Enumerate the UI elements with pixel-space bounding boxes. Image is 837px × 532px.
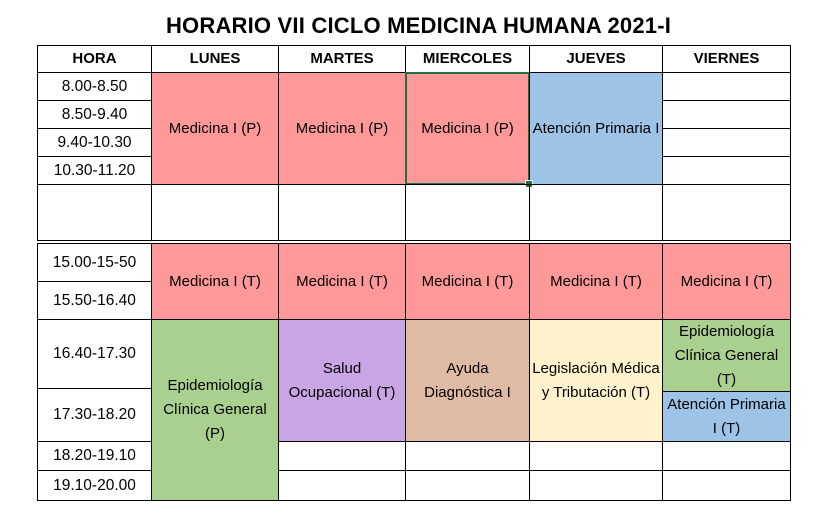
header-viernes: VIERNES [662, 45, 791, 73]
course-jueves-medicina-t[interactable]: Medicina I (T) [529, 243, 663, 320]
time-cell[interactable]: 18.20-19.10 [37, 441, 152, 471]
empty-cell[interactable] [405, 441, 530, 471]
time-cell[interactable]: 17.30-18.20 [37, 388, 152, 442]
empty-cell[interactable] [529, 470, 663, 501]
course-miercoles-medicina-t[interactable]: Medicina I (T) [405, 243, 530, 320]
header-jueves: JUEVES [529, 45, 663, 73]
course-miercoles-ayuda-diagnostica[interactable]: Ayuda Diagnóstica I [405, 319, 530, 442]
header-martes: MARTES [278, 45, 406, 73]
empty-cell[interactable] [278, 184, 406, 241]
time-cell[interactable]: 15.50-16.40 [37, 281, 152, 320]
time-cell[interactable] [37, 184, 152, 241]
time-cell[interactable]: 16.40-17.30 [37, 319, 152, 389]
header-lunes: LUNES [151, 45, 279, 73]
empty-cell[interactable] [662, 184, 791, 241]
course-martes-salud-ocupacional[interactable]: Salud Ocupacional (T) [278, 319, 406, 442]
empty-cell[interactable] [405, 184, 530, 241]
course-martes-medicina-p[interactable]: Medicina I (P) [278, 72, 406, 185]
time-cell[interactable]: 8.50-9.40 [37, 100, 152, 129]
empty-cell[interactable] [662, 470, 791, 501]
time-cell[interactable]: 15.00-15-50 [37, 243, 152, 282]
time-cell[interactable]: 9.40-10.30 [37, 128, 152, 157]
empty-cell[interactable] [662, 100, 791, 129]
course-viernes-atencion-primaria-t[interactable]: Atención Primaria I (T) [662, 391, 791, 442]
empty-cell[interactable] [529, 441, 663, 471]
empty-cell[interactable] [662, 128, 791, 157]
course-lunes-epidemiologia-p[interactable]: Epidemiología Clínica General (P) [151, 319, 279, 501]
empty-cell[interactable] [151, 184, 279, 241]
course-jueves-atencion-primaria[interactable]: Atención Primaria I [529, 72, 663, 185]
course-viernes-epidemiologia-t[interactable]: Epidemiología Clínica General (T) [662, 319, 791, 392]
course-lunes-medicina-t[interactable]: Medicina I (T) [151, 243, 279, 320]
time-cell[interactable]: 19.10-20.00 [37, 470, 152, 501]
empty-cell[interactable] [405, 470, 530, 501]
empty-cell[interactable] [278, 441, 406, 471]
course-martes-medicina-t[interactable]: Medicina I (T) [278, 243, 406, 320]
empty-cell[interactable] [529, 184, 663, 241]
header-miercoles: MIERCOLES [405, 45, 530, 73]
empty-cell[interactable] [662, 156, 791, 185]
course-miercoles-medicina-p[interactable]: Medicina I (P) [405, 72, 530, 185]
time-cell[interactable]: 10.30-11.20 [37, 156, 152, 185]
empty-cell[interactable] [662, 441, 791, 471]
empty-cell[interactable] [662, 72, 791, 101]
header-hora: HORA [37, 45, 152, 73]
course-lunes-medicina-p[interactable]: Medicina I (P) [151, 72, 279, 185]
page-title: HORARIO VII CICLO MEDICINA HUMANA 2021-I [165, 13, 672, 38]
time-cell[interactable]: 8.00-8.50 [37, 72, 152, 101]
course-viernes-medicina-t[interactable]: Medicina I (T) [662, 243, 791, 320]
course-jueves-legislacion[interactable]: Legislación Médica y Tributación (T) [529, 319, 663, 442]
empty-cell[interactable] [278, 470, 406, 501]
